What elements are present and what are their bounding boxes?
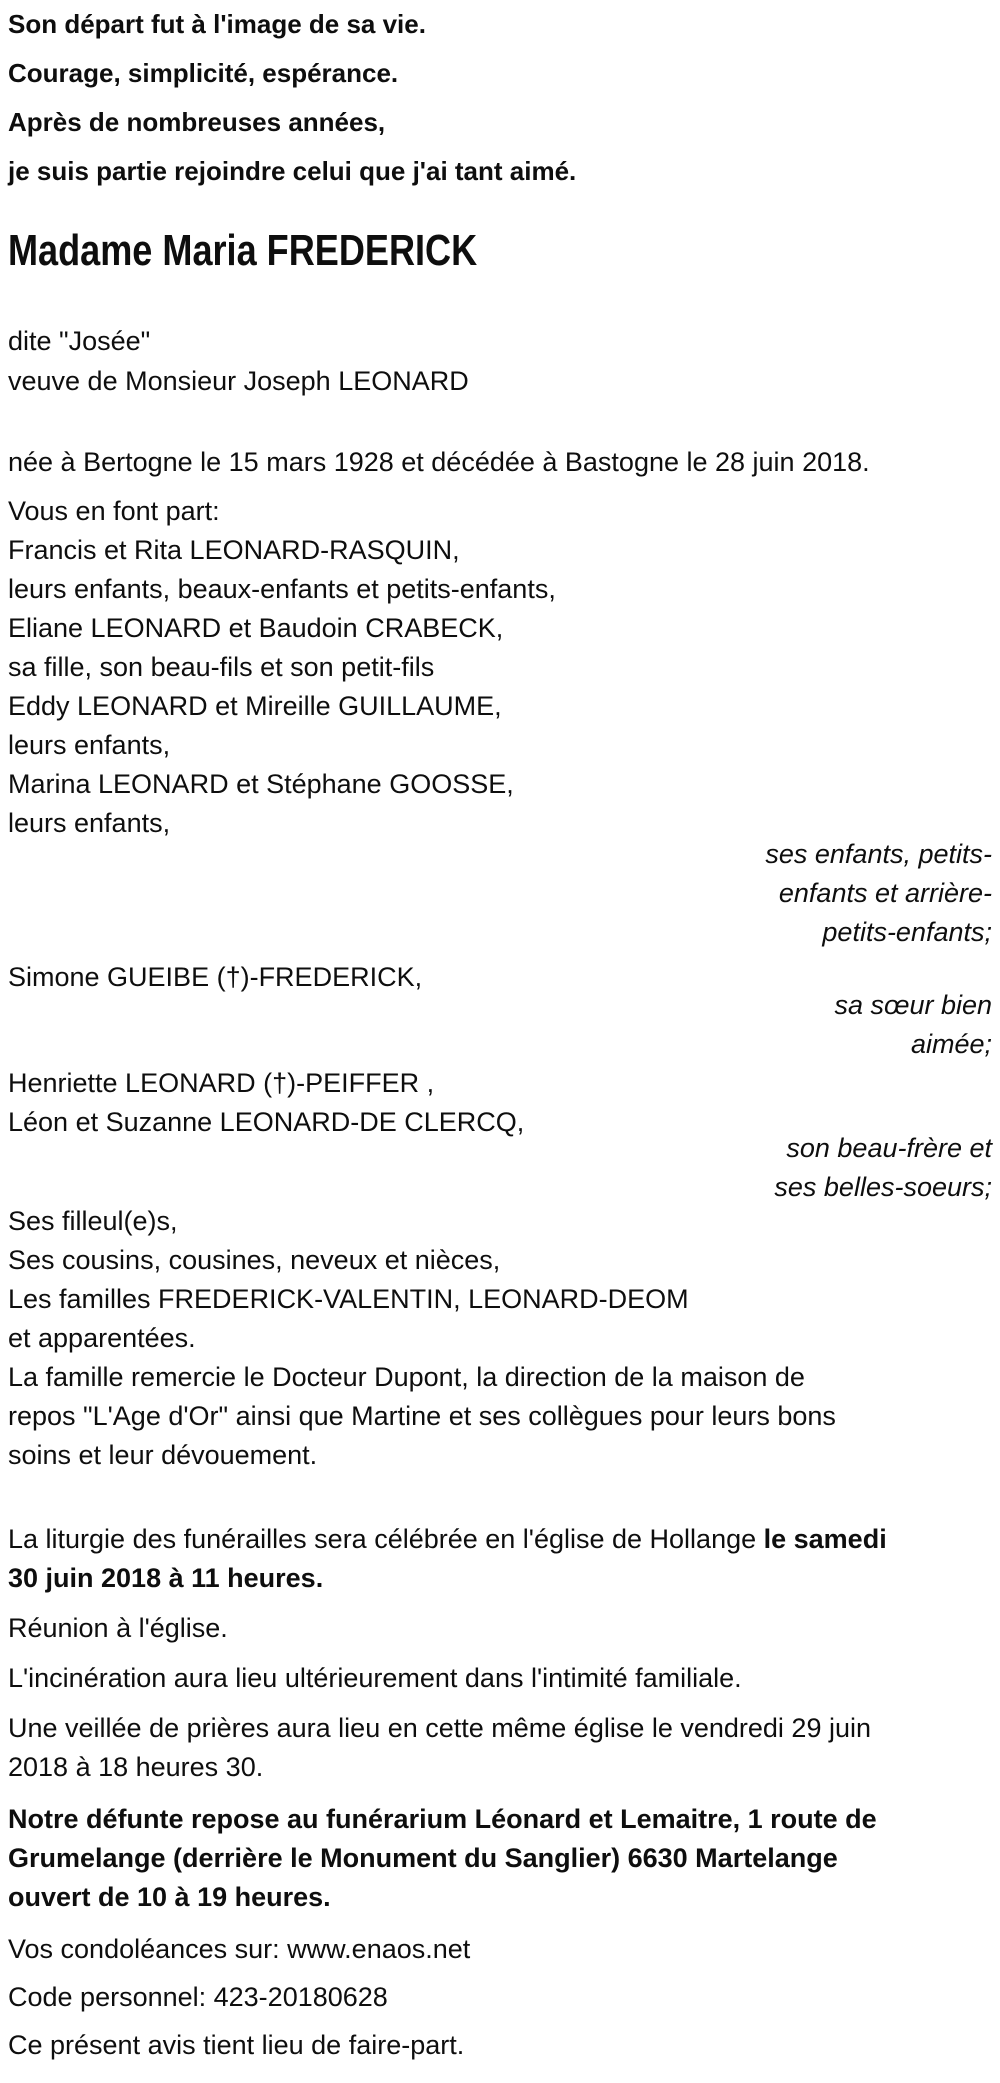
cremation-line: L'incinération aura lieu ultérieurement dans l'intimité familiale. <box>8 1663 742 1693</box>
other-relatives-line: Ses filleul(e)s, <box>8 1206 178 1236</box>
family-name-line: leurs enfants, <box>8 808 171 838</box>
relation-line: ses enfants, petits- <box>765 839 992 869</box>
announcement-line: Vous en font part: <box>8 496 220 526</box>
vigil-line: Une veillée de prières aura lieu en cette même église le vendredi 29 juin <box>8 1713 871 1743</box>
family-name-line: Simone GUEIBE (†)-FREDERICK, <box>8 962 423 992</box>
deceased-subtitle <box>8 321 469 401</box>
relation-line: petits-enfants; <box>822 917 992 947</box>
family-group-1-relation <box>742 835 992 952</box>
ceremony-paragraph <box>8 1520 887 1598</box>
family-name-line: sa fille, son beau-fils et son petit-fils <box>8 652 435 682</box>
relation-line: sa sœur bien <box>834 990 992 1020</box>
repose-line: ouvert de 10 à 19 heures. <box>8 1882 331 1912</box>
birth-death-line: née à Bertogne le 15 mars 1928 et décédée à Bastogne le 28 juin 2018. <box>8 447 870 477</box>
family-name-line: Eliane LEONARD et Baudoin CRABECK, <box>8 613 504 643</box>
epitaph-line-4: je suis partie rejoindre celui que j'ai tant aimé. <box>8 156 577 186</box>
meeting-line: Réunion à l'église. <box>8 1613 228 1643</box>
deceased-name-title <box>8 223 580 279</box>
family-name-line: leurs enfants, beaux-enfants et petits-enfants, <box>8 574 556 604</box>
relation-line: enfants et arrière- <box>778 878 992 908</box>
family-name-line: Marina LEONARD et Stéphane GOOSSE, <box>8 769 514 799</box>
repose-line: Notre défunte repose au funérarium Léonard et Lemaitre, 1 route de <box>8 1804 877 1834</box>
epitaph-line-2: Courage, simplicité, espérance. <box>8 58 399 88</box>
nickname-line: dite "Josée" <box>8 326 151 356</box>
ceremony-line-1 <box>8 1520 887 1559</box>
family-name-line: Henriette LEONARD (†)-PEIFFER , <box>8 1068 435 1098</box>
family-group-1-names <box>8 531 556 843</box>
personal-code-line: Code personnel: 423-20180628 <box>8 1982 388 2012</box>
family-group-2-relation <box>742 986 992 1064</box>
deceased-name-text: Madame Maria FREDERICK <box>8 226 478 275</box>
repose-paragraph <box>8 1800 877 1917</box>
family-name-line: leurs enfants, <box>8 730 171 760</box>
other-relatives-line: et apparentées. <box>8 1323 196 1353</box>
widow-line: veuve de Monsieur Joseph LEONARD <box>8 366 469 396</box>
thanks-line: La famille remercie le Docteur Dupont, la direction de la maison de <box>8 1362 805 1392</box>
vigil-paragraph <box>8 1709 871 1787</box>
other-relatives-line: Les familles FREDERICK-VALENTIN, LEONARD-DEOM <box>8 1284 689 1314</box>
family-name-line: Francis et Rita LEONARD-RASQUIN, <box>8 535 460 565</box>
other-relatives-block <box>8 1202 689 1358</box>
ceremony-line-2: 30 juin 2018 à 11 heures. <box>8 1563 324 1593</box>
thanks-line: soins et leur dévouement. <box>8 1440 318 1470</box>
epitaph-line-1: Son départ fut à l'image de sa vie. <box>8 9 426 39</box>
family-name-line: Eddy LEONARD et Mireille GUILLAUME, <box>8 691 502 721</box>
other-relatives-line: Ses cousins, cousines, neveux et nièces, <box>8 1245 501 1275</box>
thanks-line: repos "L'Age d'Or" ainsi que Martine et ses collègues pour leurs bons <box>8 1401 836 1431</box>
family-group-2-names <box>8 958 422 997</box>
relation-line: aimée; <box>910 1029 992 1059</box>
family-name-line: Léon et Suzanne LEONARD-DE CLERCQ, <box>8 1107 525 1137</box>
family-group-3-relation <box>742 1129 992 1207</box>
epitaph-line-3: Après de nombreuses années, <box>8 107 386 137</box>
condolences-line: Vos condoléances sur: www.enaos.net <box>8 1934 471 1964</box>
relation-line: son beau-frère et <box>786 1133 992 1163</box>
thanks-paragraph <box>8 1358 836 1475</box>
faire-part-notice-line: Ce présent avis tient lieu de faire-part. <box>8 2030 465 2060</box>
family-group-3-names <box>8 1064 524 1142</box>
relation-line: ses belles-soeurs; <box>774 1172 992 1202</box>
repose-line: Grumelange (derrière le Monument du Sanglier) 6630 Martelange <box>8 1843 838 1873</box>
vigil-line: 2018 à 18 heures 30. <box>8 1752 264 1782</box>
ceremony-date-bold: le samedi <box>763 1524 887 1554</box>
ceremony-text: La liturgie des funérailles sera célébrée en l'église de Hollange <box>8 1524 764 1554</box>
